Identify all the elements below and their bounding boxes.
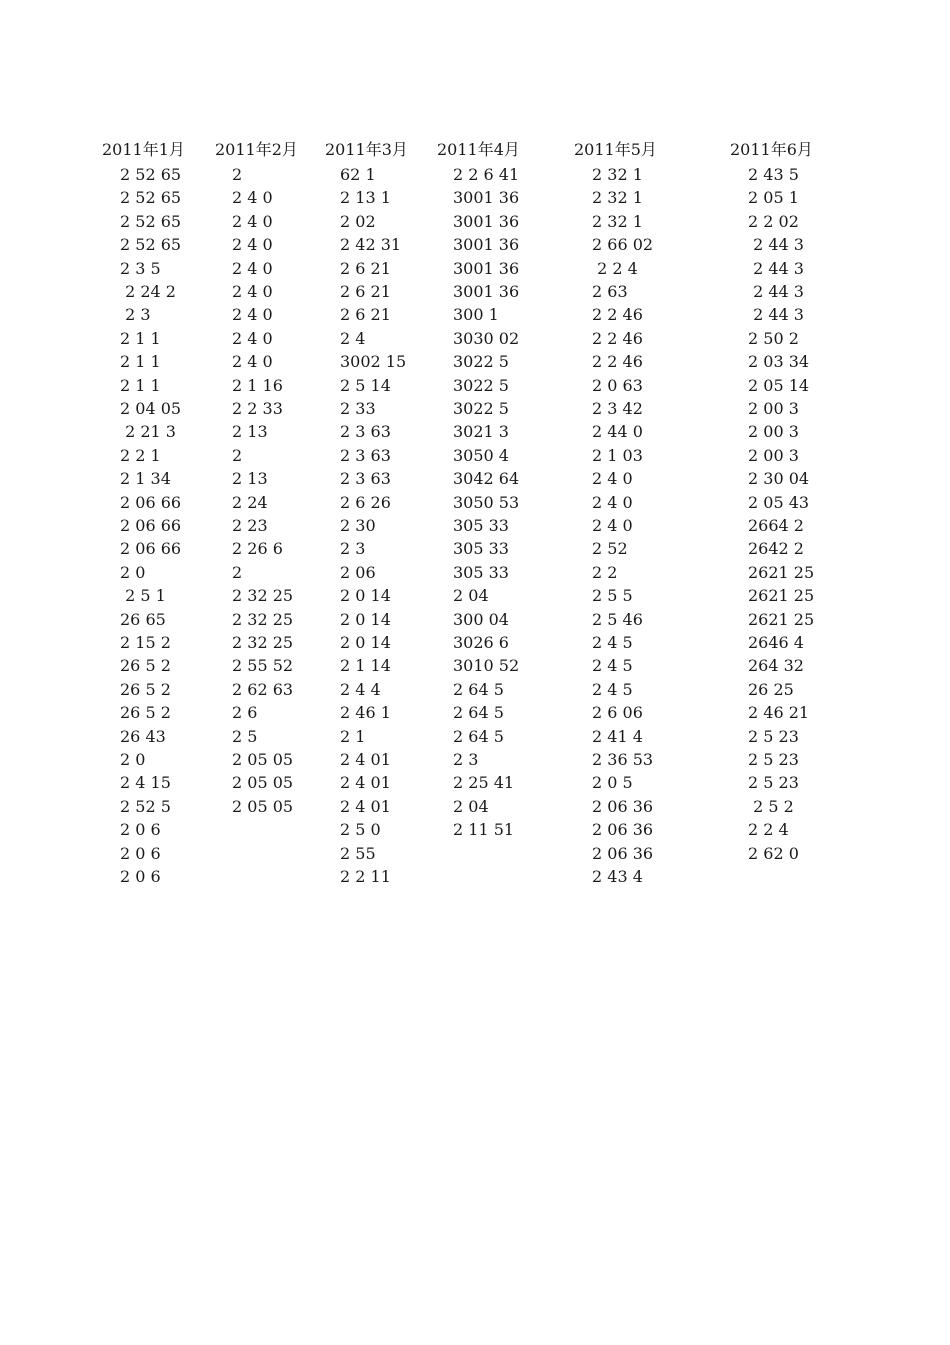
table-cell: 2 2 6 41 bbox=[453, 165, 520, 184]
table-cell: 2 62 63 bbox=[232, 679, 294, 699]
table-cell: 2 25 41 bbox=[453, 773, 515, 793]
table-cell: 2 4 0 bbox=[232, 258, 273, 278]
table-cell: 2 5 0 bbox=[340, 820, 381, 840]
table-cell: 62 1 bbox=[340, 165, 376, 184]
table-cell: 2621 25 bbox=[748, 586, 815, 606]
table-cell: 2 04 bbox=[453, 796, 489, 816]
table-cell: 2 bbox=[232, 562, 243, 582]
table-cell: 2 05 1 bbox=[748, 188, 799, 208]
table-cell: 2 1 03 bbox=[592, 445, 643, 465]
table-cell: 2 2 33 bbox=[232, 399, 283, 418]
table-cell: 2621 25 bbox=[748, 562, 815, 582]
table-cell: 2 43 4 bbox=[592, 867, 643, 886]
table-cell: 2 05 43 bbox=[748, 492, 810, 512]
table-cell: 2 1 34 bbox=[120, 469, 171, 489]
table-cell: 26 25 bbox=[748, 679, 794, 699]
table-cell: 2 66 02 bbox=[592, 235, 654, 255]
table-cell: 2 2 46 bbox=[592, 305, 643, 325]
table-cell: 2 0 6 bbox=[120, 843, 161, 863]
table-cell: 300 1 bbox=[453, 305, 499, 325]
table-cell: 3001 36 bbox=[453, 235, 520, 255]
table-cell: 2 3 bbox=[120, 305, 151, 325]
table-cell: 2 62 0 bbox=[748, 843, 799, 863]
table-cell: 2 32 1 bbox=[592, 188, 643, 208]
table-cell: 2 4 01 bbox=[340, 796, 391, 816]
table-cell: 2 36 53 bbox=[592, 750, 654, 769]
table-cell: 2 4 5 bbox=[592, 633, 633, 652]
table-cell: 305 33 bbox=[453, 516, 509, 535]
table-cell: 26 5 2 bbox=[120, 679, 171, 699]
table-cell: 2 4 0 bbox=[592, 516, 633, 535]
table-cell: 2 4 0 bbox=[232, 282, 273, 301]
table-cell: 2 2 4 bbox=[592, 258, 638, 278]
table-cell: 2 0 14 bbox=[340, 633, 391, 652]
table-cell: 2 6 26 bbox=[340, 492, 391, 512]
table-cell: 3001 36 bbox=[453, 211, 520, 231]
table-cell: 2 52 65 bbox=[120, 165, 182, 184]
table-cell: 2 26 6 bbox=[232, 539, 283, 559]
table-cell: 2 46 1 bbox=[340, 703, 391, 723]
table-cell: 2 6 21 bbox=[340, 258, 391, 278]
table-cell: 3022 5 bbox=[453, 352, 509, 372]
table-cell: 2 4 0 bbox=[592, 469, 633, 489]
table-cell: 2 5 14 bbox=[340, 375, 391, 395]
month-header-5: 2011年5月 bbox=[574, 140, 657, 159]
table-cell: 2 11 51 bbox=[453, 820, 515, 840]
table-cell: 2 3 42 bbox=[592, 399, 643, 418]
table-cell: 2 41 4 bbox=[592, 726, 643, 746]
table-cell: 2 46 21 bbox=[748, 703, 810, 723]
table-cell: 3026 6 bbox=[453, 633, 509, 652]
table-cell: 2 3 bbox=[453, 750, 479, 769]
table-cell: 2 15 2 bbox=[120, 633, 171, 652]
table-cell: 3022 5 bbox=[453, 375, 509, 395]
table-cell: 2 4 01 bbox=[340, 750, 391, 769]
table-cell: 2 05 14 bbox=[748, 375, 810, 395]
table-cell: 2 50 2 bbox=[748, 328, 799, 348]
table-cell: 2664 2 bbox=[748, 516, 804, 535]
table-cell: 2 4 0 bbox=[232, 188, 273, 208]
table-cell: 2 1 1 bbox=[120, 375, 161, 395]
table-cell: 2 32 25 bbox=[232, 586, 294, 606]
table-cell: 2 04 bbox=[453, 586, 489, 606]
table-cell: 3001 36 bbox=[453, 188, 520, 208]
table-cell: 2 64 5 bbox=[453, 726, 504, 746]
table-cell: 3042 64 bbox=[453, 469, 520, 489]
table-cell: 3050 53 bbox=[453, 492, 520, 512]
month-header-2: 2011年2月 bbox=[215, 140, 298, 159]
table-cell: 2 1 1 bbox=[120, 328, 161, 348]
table-cell: 2 6 21 bbox=[340, 282, 391, 301]
table-cell: 2 0 6 bbox=[120, 867, 161, 886]
table-cell: 2 06 36 bbox=[592, 843, 654, 863]
table-cell: 2 4 15 bbox=[120, 773, 171, 793]
table-cell: 2 4 0 bbox=[232, 352, 273, 372]
table-cell: 2 2 1 bbox=[120, 445, 161, 465]
table-cell: 2 44 3 bbox=[748, 282, 804, 301]
table-cell: 2 5 23 bbox=[748, 726, 799, 746]
table-cell: 2 4 0 bbox=[232, 211, 273, 231]
table-cell: 2 5 23 bbox=[748, 773, 799, 793]
table-cell: 2 06 36 bbox=[592, 796, 654, 816]
table-cell: 2 13 bbox=[232, 422, 268, 442]
table-cell: 2 24 2 bbox=[120, 282, 176, 301]
table-cell: 26 65 bbox=[120, 609, 166, 629]
table-cell: 2 0 bbox=[120, 562, 146, 582]
table-cell: 2 4 0 bbox=[592, 492, 633, 512]
table-cell: 2 06 bbox=[340, 562, 376, 582]
table-cell: 2 5 bbox=[232, 726, 258, 746]
table-cell: 2 02 bbox=[340, 211, 376, 231]
table-cell: 264 32 bbox=[748, 656, 804, 676]
table-cell: 2 32 1 bbox=[592, 211, 643, 231]
table-cell: 2 52 5 bbox=[120, 796, 171, 816]
month-header-3: 2011年3月 bbox=[325, 140, 408, 159]
table-cell: 2 44 3 bbox=[748, 258, 804, 278]
table-cell: 2 4 01 bbox=[340, 773, 391, 793]
table-cell: 2 bbox=[232, 445, 248, 465]
table-cell: 2 6 bbox=[232, 703, 258, 723]
month-header-6: 2011年6月 bbox=[730, 140, 813, 159]
table-cell: 2 00 3 bbox=[748, 445, 799, 465]
table-cell: 2 05 05 bbox=[232, 750, 294, 769]
table-cell: 2 52 65 bbox=[120, 188, 182, 208]
table-cell: 2 30 bbox=[340, 516, 376, 535]
table-cell: 2 0 14 bbox=[340, 609, 391, 629]
table-cell: 26 5 2 bbox=[120, 656, 171, 676]
table-cell: 3022 5 bbox=[453, 399, 509, 418]
table-cell: 3050 4 bbox=[453, 445, 509, 465]
table-cell: 2 24 bbox=[232, 492, 268, 512]
table-cell: 2 64 5 bbox=[453, 703, 504, 723]
table-cell: 2 5 5 bbox=[592, 586, 633, 606]
table-cell: 2 32 1 bbox=[592, 165, 643, 184]
table-cell: 2 55 52 bbox=[232, 656, 294, 676]
table-cell: 2 2 bbox=[592, 562, 618, 582]
table-cell: 2 44 3 bbox=[748, 305, 804, 325]
table-cell: 2621 25 bbox=[748, 609, 815, 629]
table-cell: 3030 02 bbox=[453, 328, 520, 348]
table-cell: 2 0 63 bbox=[592, 375, 643, 395]
table-cell: 2 43 5 bbox=[748, 165, 799, 184]
table-cell: 2 0 5 bbox=[592, 773, 633, 793]
table-cell: 3010 52 bbox=[453, 656, 520, 676]
table-cell: 2 00 3 bbox=[748, 422, 799, 442]
table-cell: 2 30 04 bbox=[748, 469, 810, 489]
table-cell: 305 33 bbox=[453, 562, 509, 582]
table-cell: 2 00 3 bbox=[748, 399, 799, 418]
table-cell: 2 3 5 bbox=[120, 258, 161, 278]
table-cell: 2 4 bbox=[340, 328, 366, 348]
table-cell: 2 2 4 bbox=[748, 820, 789, 840]
table-cell: 2 44 0 bbox=[592, 422, 643, 442]
table-cell: 2 2 02 bbox=[748, 211, 799, 231]
table-cell: 2 06 66 bbox=[120, 516, 182, 535]
table-cell: 2 4 5 bbox=[592, 679, 633, 699]
table-cell: 3001 36 bbox=[453, 258, 520, 278]
table-cell: 2 13 1 bbox=[340, 188, 391, 208]
table-cell: 2 4 0 bbox=[232, 305, 273, 325]
table-cell: 2 6 21 bbox=[340, 305, 391, 325]
table-cell: 2 4 0 bbox=[232, 328, 273, 348]
table-cell: 2 1 1 bbox=[120, 352, 161, 372]
table-cell: 2 5 23 bbox=[748, 750, 799, 769]
table-cell: 2646 4 bbox=[748, 633, 804, 652]
table-cell: 2 5 2 bbox=[748, 796, 794, 816]
table-cell: 2 0 14 bbox=[340, 586, 391, 606]
table-cell: 2 52 65 bbox=[120, 211, 182, 231]
table-cell: 2 0 bbox=[120, 750, 146, 769]
table-cell: 2 52 bbox=[592, 539, 628, 559]
table-cell: 305 33 bbox=[453, 539, 509, 559]
table-cell: 2 23 bbox=[232, 516, 268, 535]
table-cell: 2 2 11 bbox=[340, 867, 391, 886]
table-cell: 2 06 66 bbox=[120, 539, 182, 559]
month-header-1: 2011年1月 bbox=[102, 140, 185, 159]
table-cell: 2 1 bbox=[340, 726, 366, 746]
table-cell: 2 1 14 bbox=[340, 656, 391, 676]
table-cell: 2 3 bbox=[340, 539, 366, 559]
table-cell: 3001 36 bbox=[453, 282, 520, 301]
table-cell: 2 63 bbox=[592, 282, 628, 301]
table-cell: 2 32 25 bbox=[232, 633, 294, 652]
table-cell: 2 0 6 bbox=[120, 820, 161, 840]
table-cell: 2 5 1 bbox=[120, 586, 166, 606]
table-cell: 2 3 63 bbox=[340, 445, 391, 465]
table-cell: 2 6 06 bbox=[592, 703, 643, 723]
table-cell: 2 5 46 bbox=[592, 609, 643, 629]
table-cell: 2642 2 bbox=[748, 539, 804, 559]
table-cell: 2 33 bbox=[340, 399, 376, 418]
table-cell: 2 4 0 bbox=[232, 235, 273, 255]
table-cell: 26 43 bbox=[120, 726, 166, 746]
table-cell: 2 55 bbox=[340, 843, 376, 863]
table-cell: 2 4 4 bbox=[340, 679, 381, 699]
table-cell: 2 06 66 bbox=[120, 492, 182, 512]
table-cell: 2 2 46 bbox=[592, 328, 643, 348]
table-cell: 300 04 bbox=[453, 609, 509, 629]
table-cell: 2 2 46 bbox=[592, 352, 643, 372]
table-cell: 2 04 05 bbox=[120, 399, 182, 418]
table-cell: 2 4 5 bbox=[592, 656, 633, 676]
table-cell: 2 3 63 bbox=[340, 422, 391, 442]
table-cell: 3021 3 bbox=[453, 422, 509, 442]
table-cell: 3002 15 bbox=[340, 352, 407, 372]
table-cell: 2 1 16 bbox=[232, 375, 283, 395]
table-cell: 2 03 34 bbox=[748, 352, 810, 372]
table-cell: 2 bbox=[232, 165, 243, 184]
table-cell: 2 21 3 bbox=[120, 422, 176, 442]
table-cell: 2 3 63 bbox=[340, 469, 391, 489]
table-cell: 2 06 36 bbox=[592, 820, 654, 840]
table-cell: 2 05 05 bbox=[232, 773, 294, 793]
table-cell: 2 64 5 bbox=[453, 679, 504, 699]
table-cell: 2 52 65 bbox=[120, 235, 182, 255]
table-cell: 2 32 25 bbox=[232, 609, 294, 629]
table-cell: 2 42 31 bbox=[340, 235, 402, 255]
month-header-4: 2011年4月 bbox=[437, 140, 520, 159]
table-cell: 2 13 bbox=[232, 469, 268, 489]
table-cell: 2 44 3 bbox=[748, 235, 804, 255]
table-cell: 26 5 2 bbox=[120, 703, 171, 723]
table-cell: 2 05 05 bbox=[232, 796, 294, 816]
